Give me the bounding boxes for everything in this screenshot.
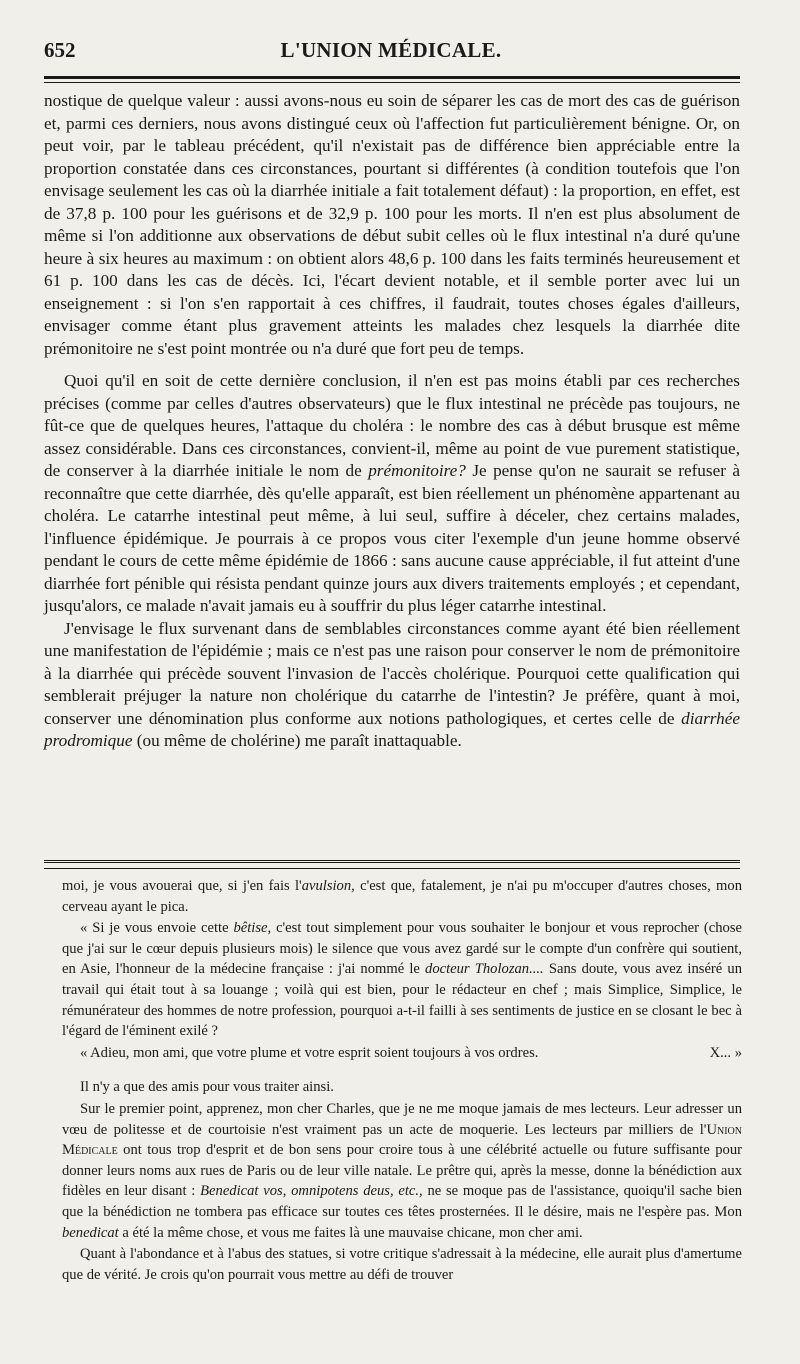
paragraph-3: J'envisage le flux survenant dans de semblables circonstances comme ayant été bien réellement une manifestation de l'épidémie ; mais ce n'est pas une raison pour conserver le nom de prémonitoire à la diarrhée qui précède souvent l'invasion de l'accès cholérique. Pourquoi cette qualification qui semblerait préjuger la nature non cholérique du catarrhe de l'intestin? Je préfère, quant à moi, conserver une dénomination plus conforme aux notions pathologiques, et certes celle de diarrhée prodromique (ou même de cholérine) me paraît inattaquable. — [44, 618, 740, 750]
feuilleton-section — [62, 876, 742, 1286]
feuilleton-paragraph-1: moi, je vous avouerai que, si j'en fais l'avulsion, c'est que, fatalement, je n'ai pu m'occuper d'autres choses, mon cerveau ayant le pica. — [62, 878, 742, 915]
journal-name-smallcaps: Union Médicale — [62, 1121, 742, 1159]
header-rule — [44, 76, 740, 79]
feuilleton-paragraph-5: Sur le premier point, apprenez, mon cher Charles, que je ne me moque jamais de mes lecteurs. Leur adresser un vœu de politesse et de courtoisie n'est vraiment pas un acte de moquerie. Les lecteurs par milliers de l'Union Médicale ont tous trop d'esprit et de bon sens pour croire tous à une célébrité actuelle ou future suffisante pour donner leurs noms aux rues de Paris ou de leur ville natale. Le prêtre qui, après la messe, donne la bénédiction aux fidèles en leur disant : Benedicat vos, omnipotens deus, etc., ne se moque pas de l'assistance, quoiqu'il sache bien que la bénédiction ne tombera pas efficace sur toutes ces têtes prosternées. Il le désire, mais ne l'espère pas. Mon benedicat a été la même chose, et vous me faites là une mauvaise chicane, mon cher ami. — [62, 1100, 742, 1241]
journal-title: L'UNION MÉDICALE. — [280, 38, 502, 62]
feuilleton-paragraph-2: « Si je vous envoie cette bêtise, c'est tout simplement pour vous souhaiter le bonjour et vous reprocher (chose que j'ai sur le cœur depuis plusieurs mois) le silence que vous avez gardé sur le compte d'un confrère qui soutient, en Asie, l'honneur de la médecine française : j'ai nommé le docteur Tholozan.... Sans doute, vous avez inséré un travail qui était tout à sa louange ; voilà qui est bien, pour le rédacteur en chef ; mais Simplice, Simplice, le rémunérateur des hommes de notre profession, pourquoi a-t-il failli à ses sentiments de justice en se closant le bec à l'égard de l'éminent exilé ? — [62, 920, 743, 1040]
running-header — [44, 38, 738, 78]
signature: X... » — [709, 1044, 742, 1061]
paragraph-1: nostique de quelque valeur : aussi avons-nous eu soin de séparer les cas de mort des cas de guérison et, parmi ces derniers, nous avons distingué ceux où l'affection fut particulièrement bénigne. Or, on peut voir, par le tableau précédent, qu'il n'existait pas de différence bien appréciable entre la proportion constatée dans ces circonstances, pourtant si différentes (à condition toutefois que l'on envisage seulement les cas où la diarrhée initiale a fait totalement défaut) : la proportion, en effet, est de 37,8 p. 100 pour les guérisons et de 32,9 p. 100 pour les morts. Il n'en est plus absolument de même si l'on additionne aux observations de début subit celles où le flux intestinal n'a duré qu'une heure à six heures au maximum : on obtient alors 48,6 p. 100 dans les faits terminés heureusement et 61 p. 100 dans les cas de décès. Ici, l'écart devient notable, et il semble porter avec lui un enseignement : si l'on s'en rapportait à ces chiffres, il faudrait, toutes choses égales d'ailleurs, envisager comme étant plus gravement atteints les malades chez lesquels la diarrhée dite prémonitoire ne s'est point montrée ou n'a duré que fort peu de temps. — [44, 91, 740, 358]
feuilleton-paragraph-3: « Adieu, mon ami, que votre plume et votre esprit soient toujours à vos ordres. X... » — [62, 1043, 742, 1064]
feuilleton-separator — [44, 860, 740, 863]
header-rule-thin — [44, 82, 740, 83]
main-article — [44, 90, 740, 763]
feuilleton-paragraph-6: Quant à l'abondance et à l'abus des statues, si votre critique s'adressait à la médecine, elle aurait plus d'amertume que de vérité. Je crois qu'on pourrait vous mettre au défi de trouver — [62, 1246, 742, 1283]
feuilleton-paragraph-4: Il n'y a que des amis pour vous traiter ainsi. — [80, 1079, 334, 1096]
emphasis-diarrhee-prodromique: diarrhée prodromique — [44, 708, 740, 750]
emphasis-premonitoire: prémonitoire? — [368, 461, 466, 480]
feuilleton-separator-thin — [44, 868, 740, 869]
page-number: 652 — [44, 38, 76, 62]
paragraph-2: Quoi qu'il en soit de cette dernière conclusion, il n'en est pas moins établi par ces recherches précises (comme par celles d'autres observateurs) que le flux intestinal ne précède pas toujours, ne fût-ce que de quelques heures, l'attaque du choléra : le nombre des cas à début brusque est même assez considérable. Dans ces circonstances, convient-il, même au point de vue purement statistique, de conserver à la diarrhée initiale le nom de prémonitoire? Je pense qu'on ne saurait se refuser à reconnaître que cette diarrhée, dès qu'elle apparaît, est bien réellement un phénomène appartenant au choléra. Le catarrhe intestinal peut même, à lui seul, suffire à déceler, chez certains malades, l'influence épidémique. Je pourrais à ce propos vous citer l'exemple d'un jeune homme observé pendant le cours de cette même épidémie de 1866 : sans aucune cause appréciable, il fut atteint d'une diarrhée fort pénible qui résista pendant quinze jours aux divers traitements employés ; et cependant, jusqu'alors, ce malade n'avait jamais eu à souffrir du plus léger catarrhe intestinal. — [44, 371, 740, 615]
